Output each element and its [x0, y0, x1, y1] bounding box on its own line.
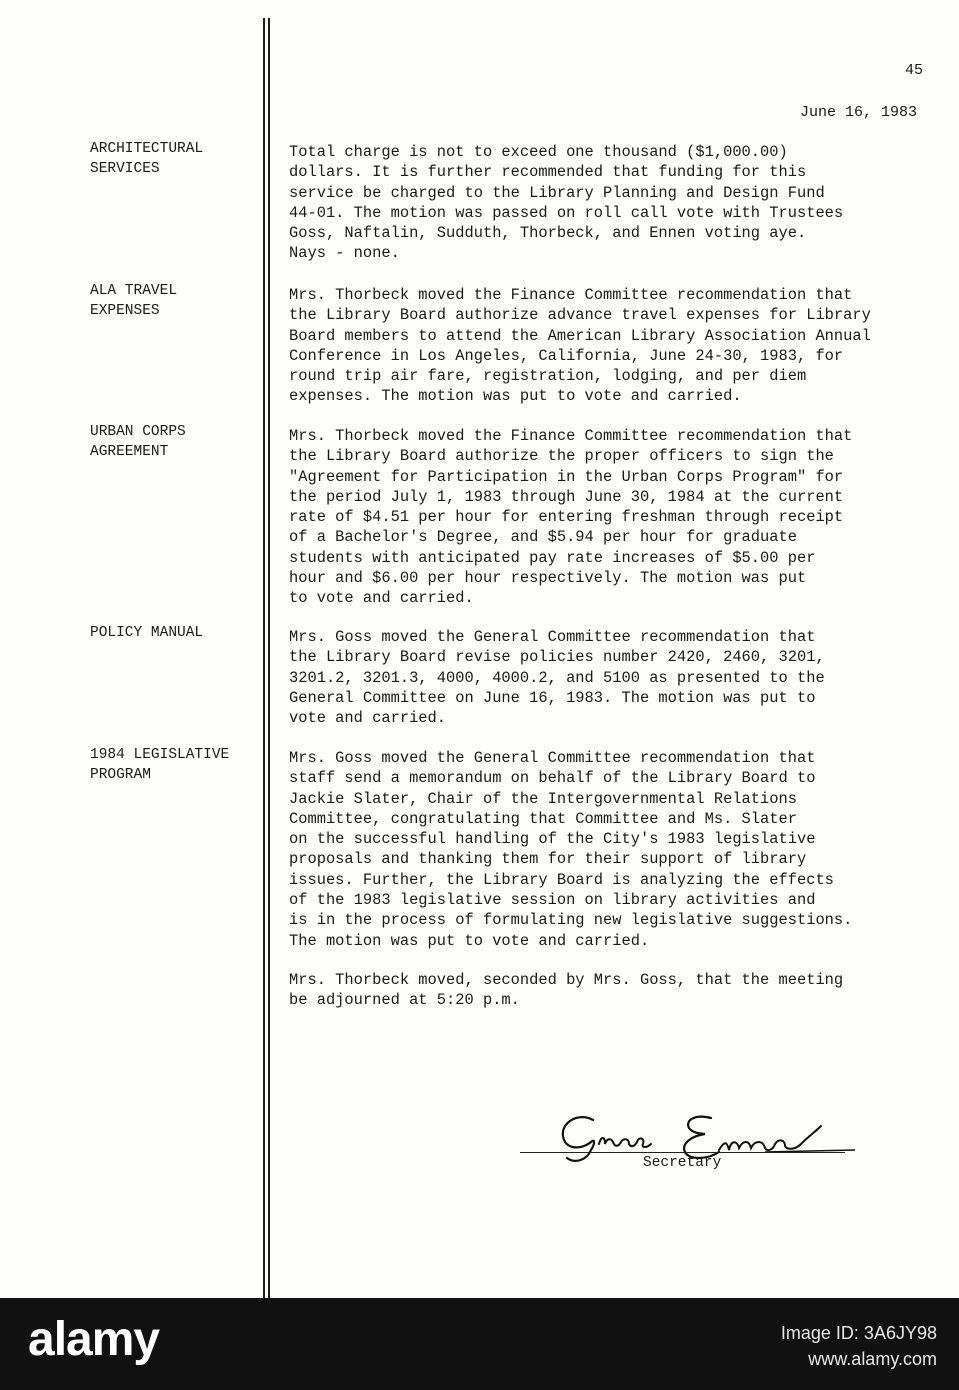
paragraph-adjournment: Mrs. Thorbeck moved, seconded by Mrs. Goss, that the meeting be adjourned at 5:20 p.m.	[289, 971, 844, 1010]
page-number: 45	[905, 62, 924, 79]
margin-label-policy-manual: POLICY MANUAL	[90, 625, 204, 641]
watermark-image-id: Image ID: 3A6JY98	[780, 1323, 937, 1343]
paragraph-1984-legislative-program: Mrs. Goss moved the General Committee recommendation that staff send a memorandum on behalf of the Library Board to Jackie Slater, Chair of the Intergovernmental Relations Committee, congratulating that Committee and Ms. Slater on the successful handling of the City's 1983 legislative proposals and thanking them for their support of library issues. Further, the Library Board is analyzing the effects of the 1983 legislative session on library activities and is in the process of formulating new legislative suggestions. The motion was put to vote and carried.	[289, 749, 853, 950]
meeting-date: June 16, 1983	[800, 104, 918, 121]
margin-label-urban-corps-agreement: URBAN CORPS AGREEMENT	[90, 424, 186, 460]
watermark-logo: alamy	[28, 1313, 160, 1366]
margin-label-architectural-services: ARCHITECTURAL SERVICES	[90, 141, 204, 177]
watermark-site: www.alamy.com	[808, 1349, 937, 1369]
watermark-info	[781, 1320, 937, 1372]
paragraph-ala-travel-expenses: Mrs. Thorbeck moved the Finance Committee recommendation that the Library Board authorize advance travel expenses for Library Board members to attend the American Library Association Annual Conference in Los Angeles, California, June 24-30, 1983, for round trip air fare, registration, lodging, and per diem expenses. The motion was put to vote and carried.	[289, 286, 871, 406]
paragraph-urban-corps-agreement: Mrs. Thorbeck moved the Finance Committee recommendation that the Library Board authorize the proper officers to sign the "Agreement for Participation in the Urban Corps Program" for the period July 1, 1983 through June 30, 1984 at the current rate of $4.51 per hour for entering freshman through receipt of a Bachelor's Degree, and $5.94 per hour for graduate students with anticipated pay rate increases of $5.00 per hour and $6.00 per hour respectively. The motion was put to vote and carried.	[289, 427, 853, 608]
margin-label-1984-legislative-program: 1984 LEGISLATIVE PROGRAM	[90, 747, 230, 783]
margin-rule-right	[268, 18, 270, 1298]
signature-title: Secretary	[643, 1155, 722, 1171]
paragraph-policy-manual: Mrs. Goss moved the General Committee recommendation that the Library Board revise policies number 2420, 2460, 3201, 3201.2, 3201.3, 4000, 4000.2, and 5100 as presented to the General Committee on June 16, 1983. The motion was put to vote and carried.	[289, 628, 825, 728]
margin-label-ala-travel-expenses: ALA TRAVEL EXPENSES	[90, 283, 178, 319]
signature-line	[520, 1152, 845, 1153]
paragraph-architectural-services: Total charge is not to exceed one thousand ($1,000.00) dollars. It is further recommended that funding for this service be charged to the Library Planning and Design Fund 44-01. The motion was passed on roll call vote with Trustees Goss, Naftalin, Sudduth, Thorbeck, and Ennen voting aye. Nays - none.	[289, 143, 844, 263]
margin-rule-left	[263, 18, 265, 1298]
